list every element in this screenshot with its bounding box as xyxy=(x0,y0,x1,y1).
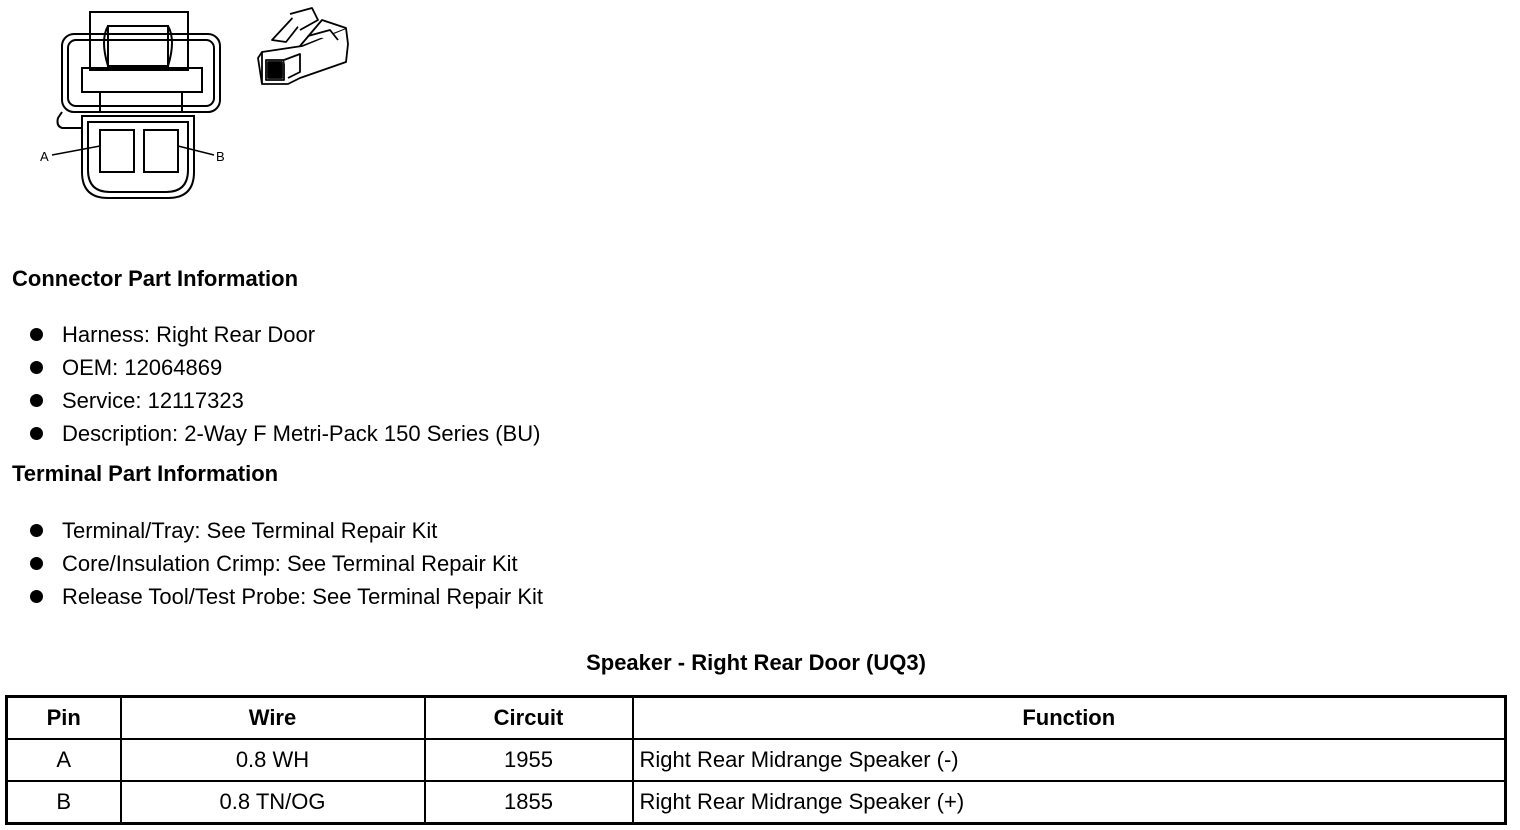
connector-diagram xyxy=(0,0,400,230)
oem-text: OEM: 12064869 xyxy=(62,355,223,380)
column-header-pin: Pin xyxy=(7,697,121,740)
function-cell: Right Rear Midrange Speaker (-) xyxy=(633,739,1506,781)
column-header-circuit: Circuit xyxy=(425,697,633,740)
connector-part-list xyxy=(28,318,540,450)
circuit-cell: 1855 xyxy=(425,781,633,824)
release-tool-text: Release Tool/Test Probe: See Terminal Repair Kit xyxy=(62,584,543,609)
bullet-icon xyxy=(30,361,43,374)
terminal-part-list xyxy=(28,514,543,613)
harness-text: Harness: Right Rear Door xyxy=(62,322,316,347)
list-item xyxy=(28,580,543,613)
bullet-icon xyxy=(30,427,43,440)
list-item xyxy=(28,384,540,417)
table-row xyxy=(7,781,1506,824)
connector-part-heading: Connector Part Information xyxy=(12,266,299,291)
list-item xyxy=(28,514,543,547)
circuit-cell: 1955 xyxy=(425,739,633,781)
column-header-wire: Wire xyxy=(121,697,425,740)
list-item xyxy=(28,318,540,351)
service-text: Service: 12117323 xyxy=(62,388,244,413)
wire-cell: 0.8 WH xyxy=(121,739,425,781)
connector-front-view xyxy=(52,12,220,198)
description-text: Description: 2-Way F Metri-Pack 150 Series (BU) xyxy=(62,421,541,446)
bullet-icon xyxy=(30,394,43,407)
terminal-tray-text: Terminal/Tray: See Terminal Repair Kit xyxy=(62,518,438,543)
connector-isometric-view xyxy=(258,8,348,84)
table-row xyxy=(7,739,1506,781)
pin-a-label: A xyxy=(40,149,49,164)
list-item xyxy=(28,417,540,450)
list-item xyxy=(28,547,543,580)
table-title: Speaker - Right Rear Door (UQ3) xyxy=(586,650,926,675)
bullet-icon xyxy=(30,328,43,341)
crimp-text: Core/Insulation Crimp: See Terminal Repair Kit xyxy=(62,551,518,576)
bullet-icon xyxy=(30,524,43,537)
pin-a-cavity xyxy=(100,130,134,172)
bullet-icon xyxy=(30,557,43,570)
pin-cell: B xyxy=(7,781,121,824)
column-header-function: Function xyxy=(633,697,1506,740)
wire-cell: 0.8 TN/OG xyxy=(121,781,425,824)
bullet-icon xyxy=(30,590,43,603)
pin-b-label: B xyxy=(216,149,225,164)
list-item xyxy=(28,351,540,384)
function-cell: Right Rear Midrange Speaker (+) xyxy=(633,781,1506,824)
pinout-table xyxy=(5,695,1507,825)
terminal-part-heading: Terminal Part Information xyxy=(12,461,279,486)
pin-cell: A xyxy=(7,739,121,781)
pin-b-cavity xyxy=(144,130,178,172)
table-header-row xyxy=(7,697,1506,740)
